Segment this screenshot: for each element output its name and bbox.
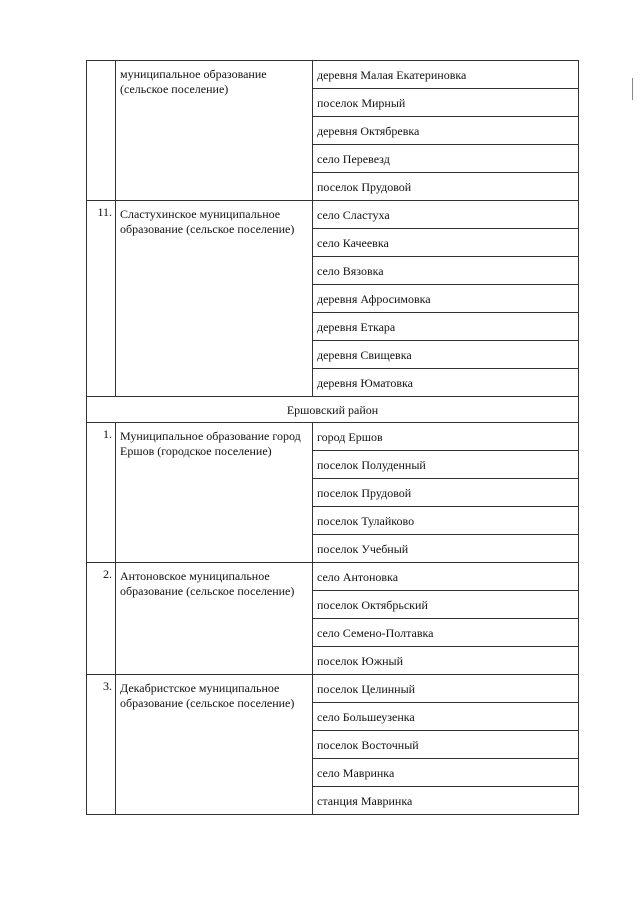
locality-name: село Семено-Полтавка bbox=[313, 619, 579, 647]
locality-name: поселок Прудовой bbox=[313, 479, 579, 507]
settlements-table-body bbox=[87, 61, 579, 815]
locality-name: поселок Южный bbox=[313, 647, 579, 675]
municipality-name: муниципальное образование (сельское поселение) bbox=[116, 61, 313, 201]
municipality-name: Сластухинское муниципальное образование (сельское поселение) bbox=[116, 201, 313, 397]
municipality-number: 1. bbox=[87, 423, 116, 563]
locality-name: поселок Восточный bbox=[313, 731, 579, 759]
locality-name: село Перевезд bbox=[313, 145, 579, 173]
locality-name: село Мавринка bbox=[313, 759, 579, 787]
locality-name: деревня Афросимовка bbox=[313, 285, 579, 313]
municipality-number: 11. bbox=[87, 201, 116, 397]
municipality-name: Муниципальное образование город Ершов (городское поселение) bbox=[116, 423, 313, 563]
locality-name: поселок Целинный bbox=[313, 675, 579, 703]
municipality-name: Декабристское муниципальное образование (сельское поселение) bbox=[116, 675, 313, 815]
district-row bbox=[87, 397, 579, 423]
locality-name: поселок Октябрьский bbox=[313, 591, 579, 619]
locality-name: поселок Учебный bbox=[313, 535, 579, 563]
locality-name: село Качеевка bbox=[313, 229, 579, 257]
locality-name: поселок Прудовой bbox=[313, 173, 579, 201]
locality-name: деревня Юматовка bbox=[313, 369, 579, 397]
scan-margin-mark bbox=[632, 78, 633, 100]
locality-name: поселок Полуденный bbox=[313, 451, 579, 479]
locality-name: поселок Тулайково bbox=[313, 507, 579, 535]
municipality-number: 3. bbox=[87, 675, 116, 815]
locality-name: поселок Мирный bbox=[313, 89, 579, 117]
locality-name: село Антоновка bbox=[313, 563, 579, 591]
locality-name: деревня Свищевка bbox=[313, 341, 579, 369]
locality-row bbox=[87, 675, 579, 703]
locality-row bbox=[87, 61, 579, 89]
locality-name: деревня Малая Екатериновка bbox=[313, 61, 579, 89]
locality-row bbox=[87, 563, 579, 591]
district-name: Ершовский район bbox=[87, 397, 579, 423]
locality-row bbox=[87, 423, 579, 451]
locality-name: деревня Октябревка bbox=[313, 117, 579, 145]
locality-name: село Сластуха bbox=[313, 201, 579, 229]
locality-row bbox=[87, 201, 579, 229]
locality-name: село Большеузенка bbox=[313, 703, 579, 731]
municipality-number: 2. bbox=[87, 563, 116, 675]
municipality-number bbox=[87, 61, 116, 201]
locality-name: станция Мавринка bbox=[313, 787, 579, 815]
locality-name: село Вязовка bbox=[313, 257, 579, 285]
locality-name: деревня Еткара bbox=[313, 313, 579, 341]
municipality-name: Антоновское муниципальное образование (сельское поселение) bbox=[116, 563, 313, 675]
settlements-table bbox=[86, 60, 579, 815]
locality-name: город Ершов bbox=[313, 423, 579, 451]
